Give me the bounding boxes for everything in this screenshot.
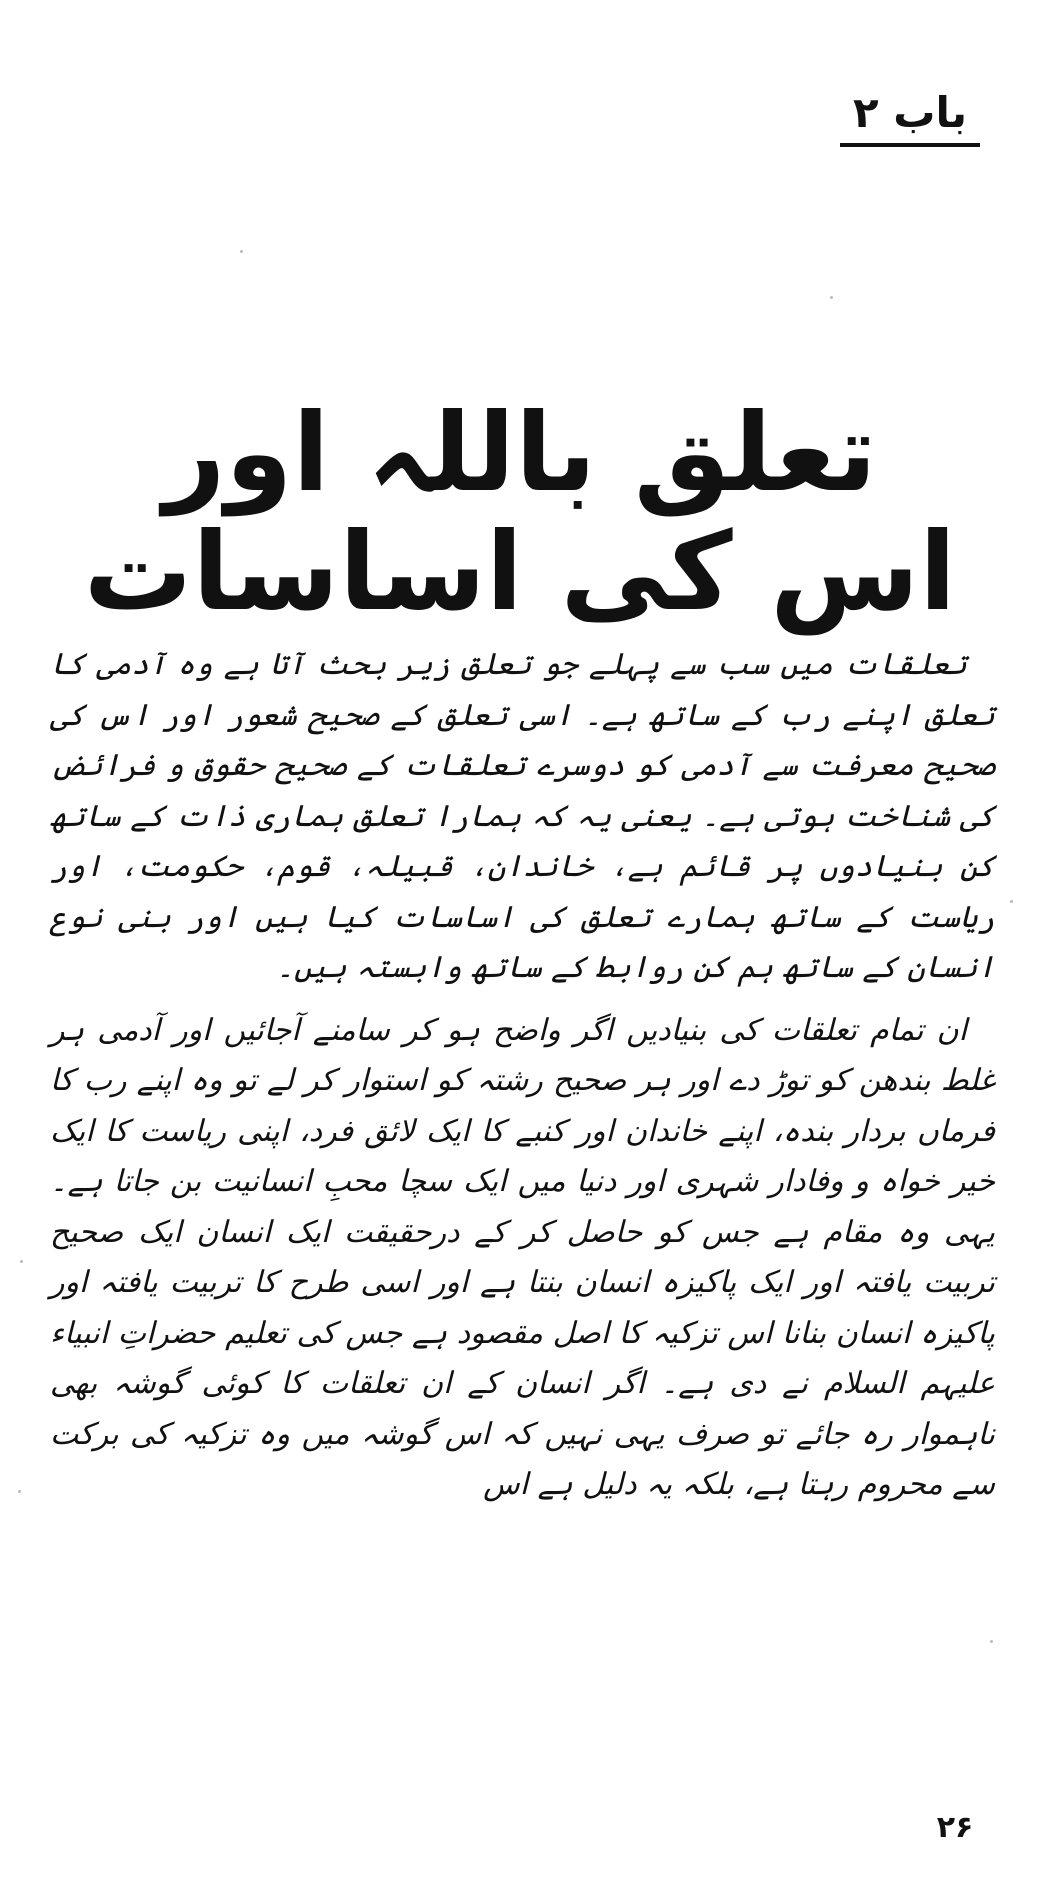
scan-speck [240, 250, 243, 253]
chapter-label: باب ۲ [840, 88, 980, 147]
scan-speck [1010, 900, 1013, 903]
page-number: ۲۶ [936, 1810, 974, 1845]
scan-speck [20, 1260, 23, 1263]
paragraph-1: تعلقات میں سب سے پہلے جو تعلق زیر بحث آتا ہے وہ آدمی کا تعلق اپنے رب کے ساتھ ہے۔ اسی تعلق کے صحیح شعور اور اس کی صحیح معرفت سے آدمی کو دوسرے تعلقات کے صحیح حقوق و فرائض کی شناخت ہوتی ہے۔ یعنی یہ کہ ہمارا تعلق ہماری ذات کے ساتھ کن بنیادوں پر قائم ہے، خاندان، قبیلہ، قوم، حکومت، اور ریاست کے ساتھ ہمارے تعلق کی اساسات کیا ہیں اور بنی نوع انسان کے ساتھ ہم کن روابط کے ساتھ وابستہ ہیں۔ [50, 647, 995, 985]
body-text [50, 640, 995, 1523]
scan-speck [830, 296, 833, 299]
scan-speck [18, 1490, 21, 1493]
scan-speck [990, 1640, 993, 1643]
paragraph-2: ان تمام تعلقات کی بنیادیں اگر واضح ہو کر سامنے آجائیں اور آدمی ہر غلط بندھن کو توڑ دے اور ہر صحیح رشتہ کو استوار کر لے تو وہ اپنے رب کا فرماں بردار بندہ، اپنے خاندان اور کنبے کا ایک لائق فرد، اپنی ریاست کا ایک خیر خواہ و وفادار شہری اور دنیا میں ایک سچا محبِ انسانیت بن جاتا ہے۔ یہی وہ مقام ہے جس کو حاصل کر کے درحقیقت ایک انسان ایک صحیح تربیت یافتہ اور ایک پاکیزہ انسان بنتا ہے اور اسی طرح کا تربیت یافتہ اور پاکیزہ انسان بنانا اس تزکیہ کا اصل مقصود ہے جس کی تعلیم حضراتِ انبیاء علیہم السلام نے دی ہے۔ اگر انسان کے ان تعلقات کا کوئی گوشہ بھی ناہموار رہ جائے تو صرف یہی نہیں کہ اس گوشہ میں وہ تزکیہ کی برکت سے محروم رہتا ہے، بلکہ یہ دلیل ہے اس [50, 1012, 995, 1502]
chapter-title: تعلق باللہ اور اس کی اساسات [83, 391, 957, 635]
